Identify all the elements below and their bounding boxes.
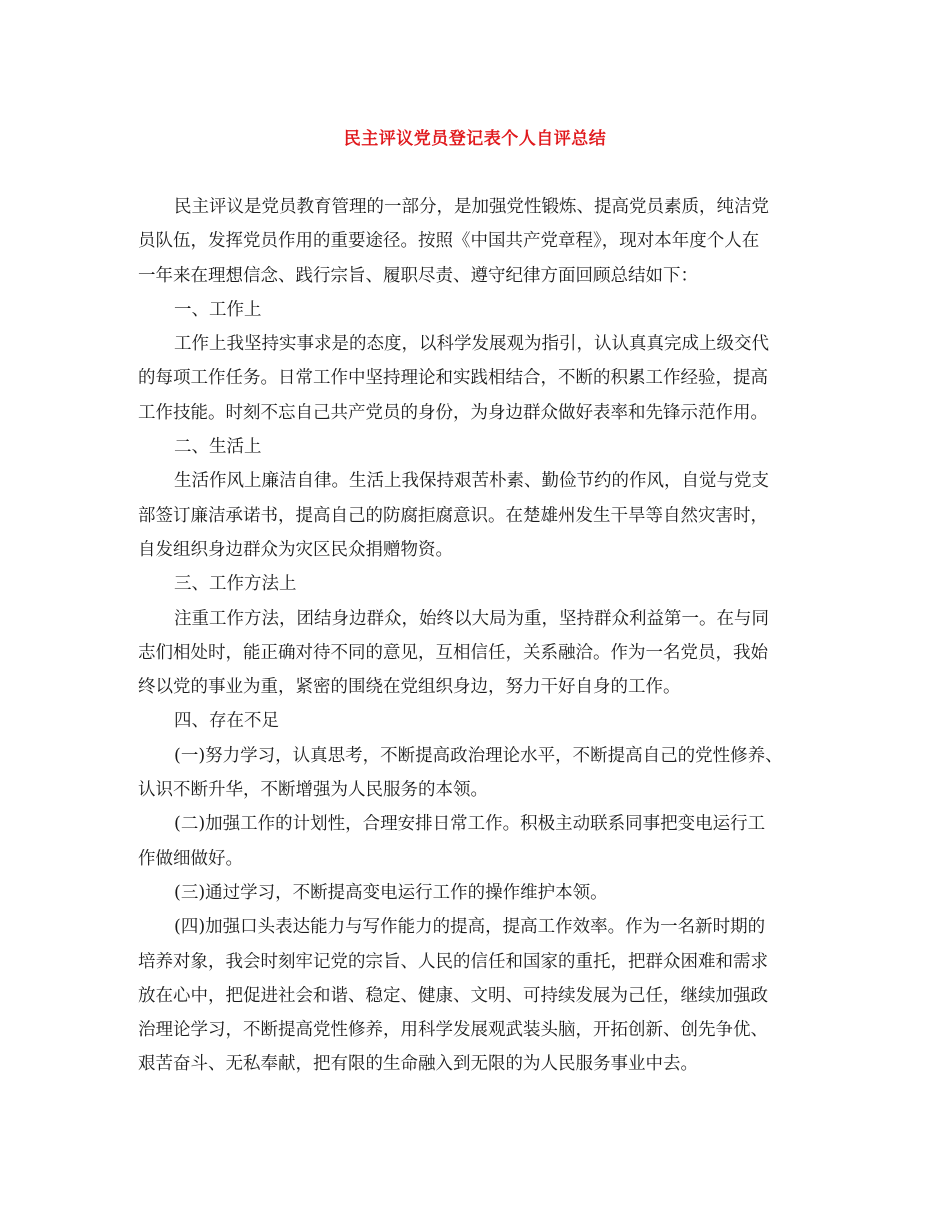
document-title: 民主评议党员登记表个人自评总结 bbox=[343, 129, 607, 149]
text-line: 自发组织身边群众为灾区民众捐赠物资。 bbox=[138, 539, 453, 560]
text-line: 治理论学习，不断提高党性修养，用科学发展观武装头脑，开拓创新、创先争优、 bbox=[138, 1020, 768, 1041]
document-body bbox=[138, 190, 828, 1082]
text-line: (二)加强工作的计划性，合理安排日常工作。积极主动联系同事把变电运行工 bbox=[174, 814, 766, 835]
text-line: 二、生活上 bbox=[174, 437, 262, 458]
text-line: 一年来在理想信念、践行宗旨、履职尽责、遵守纪律方面回顾总结如下： bbox=[138, 265, 698, 286]
text-line: 志们相处时，能正确对待不同的意见，互相信任，关系融洽。作为一名党员，我始 bbox=[138, 642, 768, 663]
text-line: 放在心中，把促进社会和谐、稳定、健康、文明、可持续发展为己任，继续加强政 bbox=[138, 985, 768, 1006]
text-line: 工作技能。时刻不忘自己共产党员的身份，为身边群众做好表率和先锋示范作用。 bbox=[138, 402, 768, 423]
text-line: (四)加强口头表达能力与写作能力的提高，提高工作效率。作为一名新时期的 bbox=[174, 917, 766, 938]
text-line: 部签订廉洁承诺书，提高自己的防腐拒腐意识。在楚雄州发生干旱等自然灾害时， bbox=[138, 505, 768, 526]
text-line: 注重工作方法，团结身边群众，始终以大局为重，坚持群众利益第一。在与同 bbox=[174, 608, 769, 629]
text-line: 员队伍，发挥党员作用的重要途径。按照《中国共产党章程》，现对本年度个人在 bbox=[138, 231, 760, 252]
text-line: 认识不断升华，不断增强为人民服务的本领。 bbox=[138, 780, 488, 801]
text-line: 生活作风上廉洁自律。生活上我保持艰苦朴素、勤俭节约的作风，自觉与党支 bbox=[174, 471, 769, 492]
text-line: 培养对象，我会时刻牢记党的宗旨、人民的信任和国家的重托，把群众困难和需求 bbox=[138, 951, 768, 972]
text-line: 三、工作方法上 bbox=[174, 574, 297, 595]
text-line: 终以党的事业为重，紧密的围绕在党组织身边，努力干好自身的工作。 bbox=[138, 677, 681, 698]
text-line: 工作上我坚持实事求是的态度，以科学发展观为指引，认认真真完成上级交代 bbox=[174, 334, 769, 355]
text-line: 的每项工作任务。日常工作中坚持理论和实践相结合，不断的积累工作经验，提高 bbox=[138, 368, 768, 389]
text-line: (一)努力学习，认真思考，不断提高政治理论水平，不断提高自己的党性修养、 bbox=[174, 745, 783, 766]
text-line: 作做细做好。 bbox=[138, 848, 243, 869]
text-line: 一、工作上 bbox=[174, 299, 262, 320]
text-line: 艰苦奋斗、无私奉献，把有限的生命融入到无限的为人民服务事业中去。 bbox=[138, 1054, 698, 1075]
text-line: 四、存在不足 bbox=[174, 711, 279, 732]
text-line: 民主评议是党员教育管理的一部分，是加强党性锻炼、提高党员素质，纯洁党 bbox=[174, 197, 769, 217]
text-line: (三)通过学习，不断提高变电运行工作的操作维护本领。 bbox=[174, 882, 608, 903]
